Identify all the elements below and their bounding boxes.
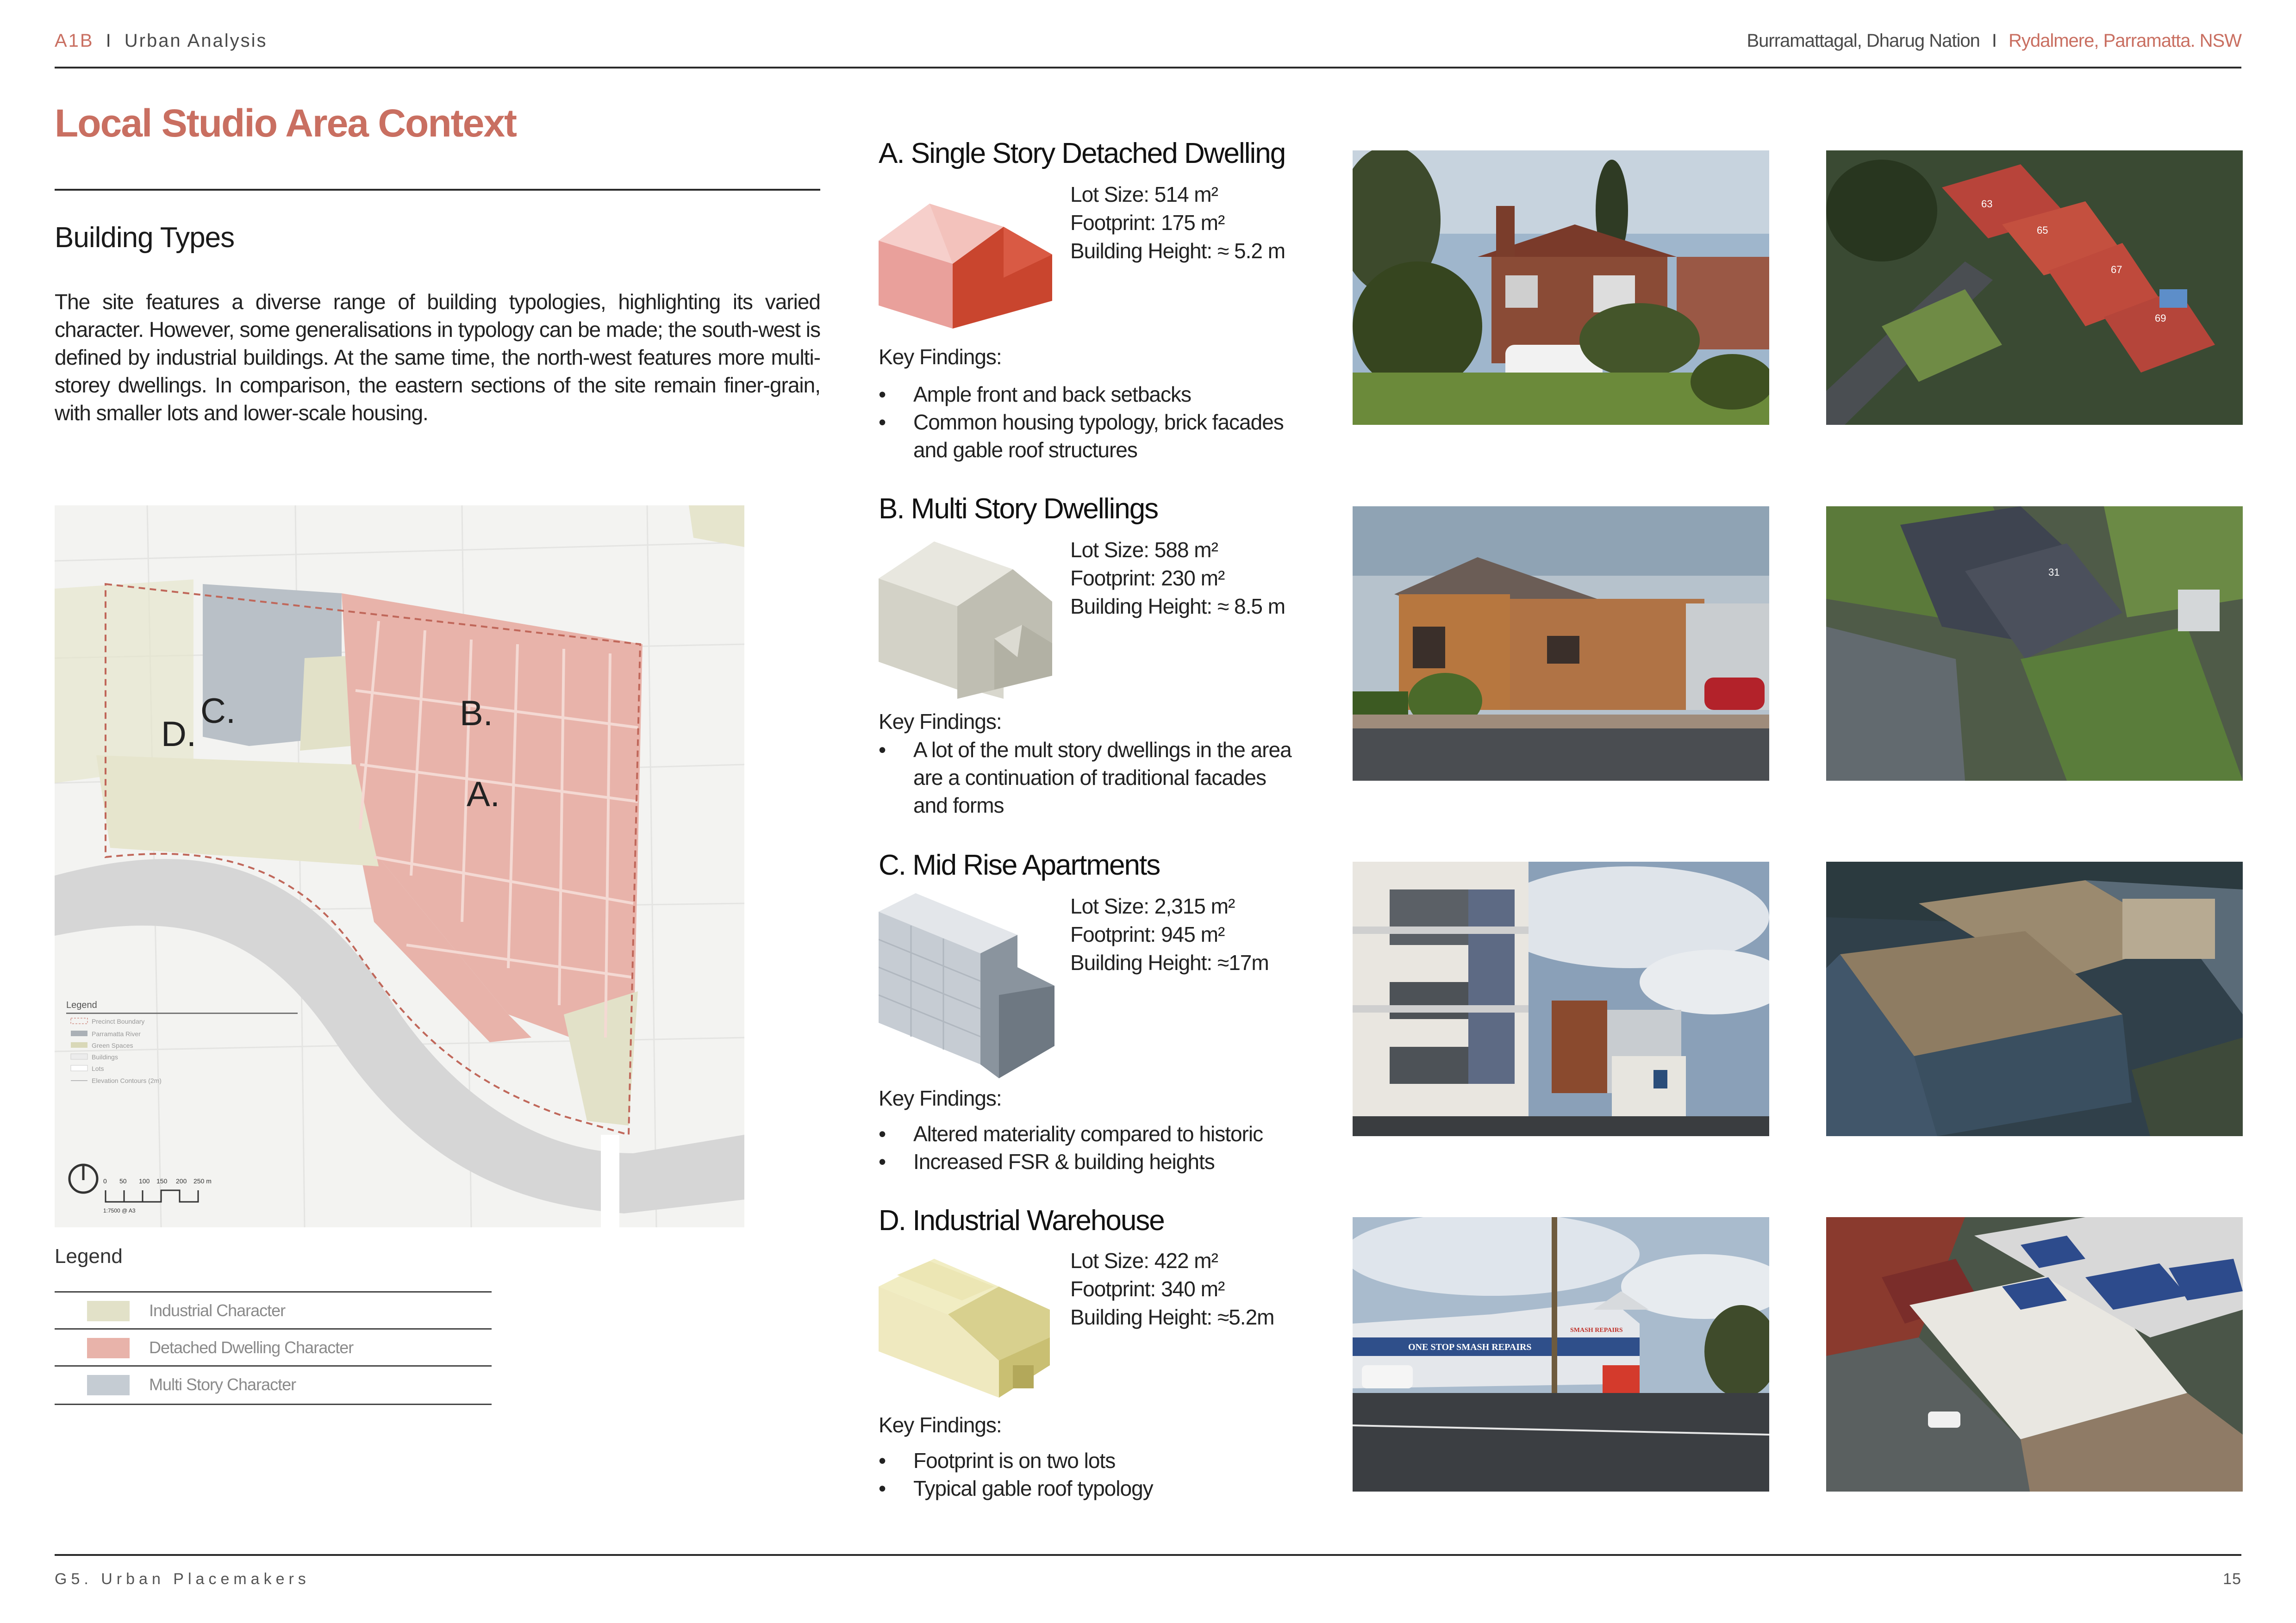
map-label-d: D. — [161, 715, 196, 754]
map-legend-item: Green Spaces — [92, 1042, 133, 1049]
header-place: Burramattagal, Dharug Nation — [1747, 31, 1980, 51]
type-a-massing — [879, 190, 1054, 329]
type-c-street-photo — [1353, 862, 1769, 1136]
finding: Common housing typology, brick facades — [913, 410, 1284, 434]
legend-row-multistory — [55, 1365, 492, 1405]
legend-swatch — [87, 1375, 130, 1395]
footprint: Footprint: 175 m² — [1070, 211, 1225, 235]
type-b-aerial-photo — [1826, 506, 2243, 781]
map-legend-item: Buildings — [92, 1053, 118, 1061]
legend-label: Detached Dwelling Character — [149, 1338, 354, 1357]
section-name: Urban Analysis — [124, 31, 268, 51]
lot-size: Lot Size: 588 m² — [1070, 538, 1218, 562]
legend-label: Industrial Character — [149, 1301, 286, 1320]
type-d-stats — [1070, 1247, 1274, 1331]
type-d-key-findings-label: Key Findings: — [879, 1413, 1002, 1437]
scale-tick: 0 — [103, 1177, 107, 1185]
map-label-b: B. — [460, 694, 493, 733]
building-height: Building Height: ≈5.2m — [1070, 1305, 1274, 1329]
type-d-street-photo — [1353, 1217, 1769, 1492]
header-divider: I — [106, 31, 112, 51]
header-right — [1747, 31, 2241, 51]
house-number: 69 — [2155, 312, 2166, 324]
house-number: 31 — [2048, 566, 2060, 578]
legend-swatch — [87, 1338, 130, 1358]
type-d-findings: • Footprint is on two lots • Typical gable roof typology — [879, 1447, 1318, 1502]
scale-tick: 100 — [139, 1177, 150, 1185]
lot-size: Lot Size: 422 m² — [1070, 1249, 1218, 1273]
map-legend-item: Lots — [92, 1065, 104, 1072]
type-c-findings: • Altered materiality compared to historic • Increased FSR & building heights — [879, 1120, 1318, 1175]
finding: and gable roof structures — [913, 438, 1137, 462]
header-location: Rydalmere, Parramatta. NSW — [2008, 31, 2241, 51]
site-map — [55, 505, 744, 1227]
finding: are a continuation of traditional facades — [913, 765, 1266, 790]
map-legend-item: Parramatta River — [92, 1030, 141, 1038]
finding: and forms — [913, 793, 1004, 817]
shop-sign: ONE STOP SMASH REPAIRS — [1408, 1342, 1532, 1352]
scale-tick: 50 — [119, 1177, 127, 1185]
scale-tick: 250 m — [193, 1177, 212, 1185]
page-title: Local Studio Area Context — [55, 101, 517, 145]
legend-title: Legend — [55, 1245, 123, 1268]
legend-label: Multi Story Character — [149, 1375, 296, 1394]
header-rule — [55, 67, 2241, 68]
finding: Increased FSR & building heights — [913, 1150, 1215, 1174]
type-a-stats — [1070, 180, 1285, 265]
house-number: 63 — [1981, 198, 1993, 210]
page-number: 15 — [2223, 1570, 2241, 1588]
type-a-aerial-photo — [1826, 150, 2243, 425]
house-number: 65 — [2037, 224, 2048, 236]
type-c-massing — [879, 893, 1054, 1078]
type-b-key-findings-label: Key Findings: — [879, 709, 1002, 734]
type-a-title: A. Single Story Detached Dwelling — [879, 137, 1285, 169]
footprint: Footprint: 340 m² — [1070, 1277, 1225, 1301]
intro-paragraph: The site features a diverse range of building typologies, highlighting its varied character. However, some generalisations in typology can be made; the south-west is defined by industrial buildings. At the same time, the north-west features more multi-storey dwellings. In comparison, the eastern sections of the site remain finer-grain, with smaller lots and lower-scale housing. — [55, 290, 820, 425]
legend-swatch — [87, 1301, 130, 1321]
type-c-aerial-photo — [1826, 862, 2243, 1136]
type-b-massing — [879, 537, 1054, 699]
legend-row-industrial — [55, 1291, 492, 1330]
type-b-findings: • A lot of the mult story dwellings in the area are a continuation of traditional facades and forms — [879, 736, 1295, 819]
title-rule — [55, 189, 820, 191]
type-d-title: D. Industrial Warehouse — [879, 1205, 1164, 1237]
lot-size: Lot Size: 514 m² — [1070, 182, 1218, 206]
map-label-a: A. — [467, 775, 500, 814]
map-legend-title: Legend — [66, 1000, 97, 1010]
section-subtitle: Building Types — [55, 222, 235, 254]
scale-note: 1:7500 @ A3 — [103, 1207, 136, 1214]
type-d-massing — [879, 1250, 1054, 1398]
type-c-stats — [1070, 892, 1269, 977]
footprint: Footprint: 945 m² — [1070, 922, 1225, 946]
building-height: Building Height: ≈ 8.5 m — [1070, 594, 1285, 618]
finding: Altered materiality compared to historic — [913, 1122, 1263, 1146]
type-b-street-photo — [1353, 506, 1769, 781]
type-a-key-findings-label: Key Findings: — [879, 345, 1002, 369]
scale-tick: 200 — [176, 1177, 187, 1185]
header-divider-2: I — [1991, 31, 1997, 51]
footer-team: G5. Urban Placemakers — [55, 1570, 310, 1588]
house-number: 67 — [2111, 264, 2122, 275]
lot-size: Lot Size: 2,315 m² — [1070, 894, 1235, 918]
footer-rule — [55, 1554, 2241, 1556]
type-a-street-photo — [1353, 150, 1769, 425]
finding: A lot of the mult story dwellings in the area — [913, 738, 1292, 762]
map-legend-item: Elevation Contours (2m) — [92, 1077, 162, 1084]
scale-tick: 150 — [156, 1177, 168, 1185]
type-c-key-findings-label: Key Findings: — [879, 1086, 1002, 1110]
type-b-title: B. Multi Story Dwellings — [879, 493, 1158, 525]
footprint: Footprint: 230 m² — [1070, 566, 1225, 590]
building-height: Building Height: ≈ 5.2 m — [1070, 239, 1285, 263]
map-label-c: C. — [200, 691, 236, 731]
finding: Typical gable roof typology — [913, 1476, 1153, 1500]
type-a-findings: • Ample front and back setbacks • Common housing typology, brick facades and gable roof structures — [879, 380, 1318, 464]
type-d-aerial-photo — [1826, 1217, 2243, 1492]
legend-row-detached — [55, 1328, 492, 1367]
header-left — [55, 31, 268, 51]
building-height: Building Height: ≈17m — [1070, 951, 1269, 975]
finding: Footprint is on two lots — [913, 1449, 1116, 1473]
map-legend-item: Precinct Boundary — [92, 1018, 145, 1025]
type-c-title: C. Mid Rise Apartments — [879, 849, 1160, 881]
finding: Ample front and back setbacks — [913, 382, 1191, 406]
type-b-stats — [1070, 536, 1285, 621]
section-code: A1B — [55, 31, 94, 51]
shop-sign-small: SMASH REPAIRS — [1570, 1327, 1623, 1334]
